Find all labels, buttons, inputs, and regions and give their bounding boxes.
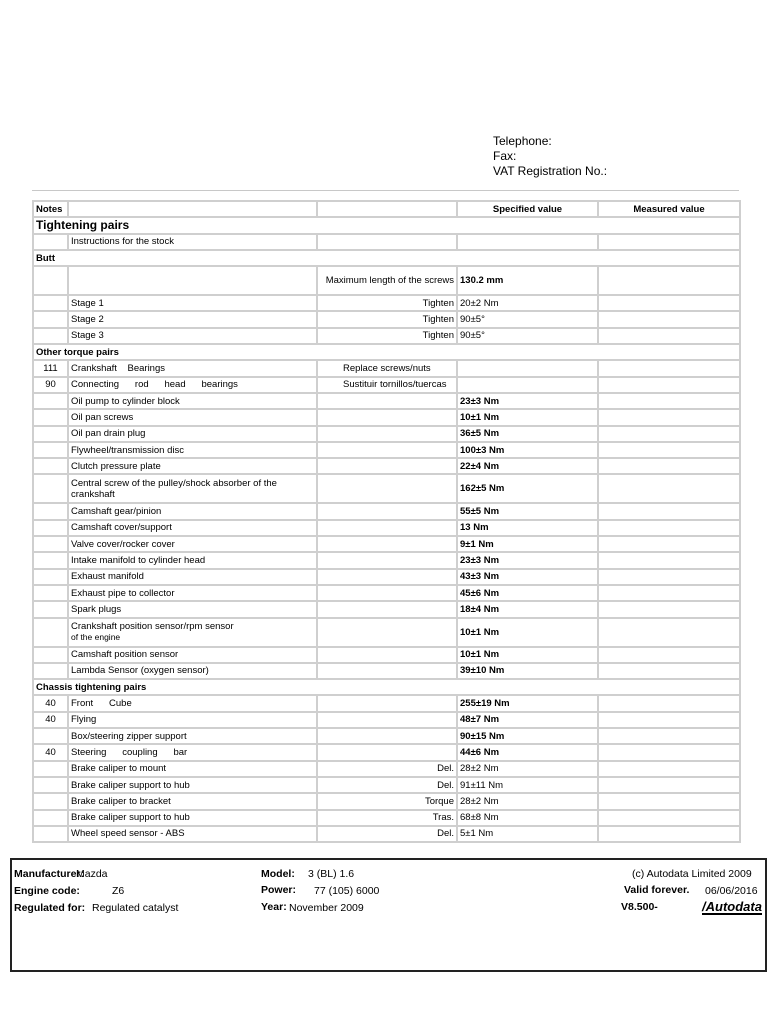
table-row — [33, 601, 740, 617]
section-butt: Butt — [33, 250, 740, 266]
manufacturer-value: Mazda — [76, 868, 108, 880]
item-value: 36±5 Nm — [457, 426, 598, 442]
table-row — [33, 826, 740, 842]
item-label: Brake caliper to mount — [68, 761, 317, 777]
table-row — [33, 328, 740, 344]
year-value: November 2009 — [289, 902, 364, 914]
manufacturer-label: Manufacturer: — [14, 868, 85, 880]
item-value: 10±1 Nm — [457, 647, 598, 663]
item-value: 91±11 Nm — [457, 777, 598, 793]
item-label: Wheel speed sensor - ABS — [68, 826, 317, 842]
item-word: rod — [134, 379, 149, 391]
stage-action: Tighten — [317, 328, 457, 344]
item-note: Torque — [317, 793, 457, 809]
item-note: Del. — [317, 761, 457, 777]
item-label: Oil pump to cylinder block — [68, 393, 317, 409]
power-label: Power: — [261, 884, 297, 896]
item-label: Lambda Sensor (oxygen sensor) — [68, 663, 317, 679]
notes-header: Notes — [33, 201, 68, 217]
year-label: Year: — [261, 901, 287, 913]
item-label: Brake caliper support to hub — [68, 810, 317, 826]
stage-value: 20±2 Nm — [457, 295, 598, 311]
item-label: Intake manifold to cylinder head — [68, 552, 317, 568]
model-label: Model: — [261, 868, 295, 880]
item-value: 23±3 Nm — [457, 552, 598, 568]
item-value: 90±15 Nm — [457, 728, 598, 744]
table-row — [33, 426, 740, 442]
engine-code-label: Engine code: — [14, 885, 80, 897]
table-row — [33, 728, 740, 744]
item-label: Spark plugs — [68, 601, 317, 617]
item-word: head — [164, 379, 186, 391]
table-row — [33, 695, 740, 711]
version-label: V8.500- — [621, 901, 658, 913]
item-label: Camshaft gear/pinion — [68, 503, 317, 519]
table-row — [33, 474, 740, 503]
contact-block — [493, 134, 607, 179]
table-header-row — [33, 201, 740, 217]
item-connecting-rod-bearings — [68, 377, 317, 393]
item-label: Oil pan screws — [68, 409, 317, 425]
item-value: 255±19 Nm — [457, 695, 598, 711]
measured-value-header: Measured value — [598, 201, 740, 217]
table-row — [33, 311, 740, 327]
table-row — [33, 552, 740, 568]
item-label: Brake caliper to bracket — [68, 793, 317, 809]
table-row — [33, 266, 740, 295]
section-row — [33, 344, 740, 360]
item-word: Connecting — [71, 379, 120, 391]
item-value: 18±4 Nm — [457, 601, 598, 617]
table-row — [33, 234, 740, 250]
table-row — [33, 503, 740, 519]
section-chassis-tightening-pairs: Chassis tightening pairs — [33, 679, 740, 695]
section-other-torque-pairs: Other torque pairs — [33, 344, 740, 360]
table-row — [33, 295, 740, 311]
item-label: Clutch pressure plate — [68, 458, 317, 474]
table-row — [33, 744, 740, 760]
item-label: Flywheel/transmission disc — [68, 442, 317, 458]
item-value: 48±7 Nm — [457, 712, 598, 728]
fax-label: Fax: — [493, 149, 517, 163]
item-value: 68±8 Nm — [457, 810, 598, 826]
item-word: coupling — [122, 746, 158, 758]
item-label: Box/steering zipper support — [68, 728, 317, 744]
item-word: Bearings — [127, 363, 165, 375]
power-value: 77 (105) 6000 — [314, 885, 380, 897]
item-note: Del. — [317, 826, 457, 842]
section-row — [33, 679, 740, 695]
section-row — [33, 217, 740, 233]
item-value: 23±3 Nm — [457, 393, 598, 409]
stage-value: 90±5° — [457, 328, 598, 344]
note-number: 40 — [33, 744, 68, 760]
regulated-for-label: Regulated for: — [14, 902, 86, 914]
stage-label: Stage 3 — [68, 328, 317, 344]
item-crankshaft-sensor — [68, 618, 317, 647]
item-note: Sustituir tornillos/tuercas — [317, 377, 457, 393]
table-row — [33, 360, 740, 376]
item-value: 9±1 Nm — [457, 536, 598, 552]
table-row — [33, 618, 740, 647]
autodata-logo: / Autodata — [702, 900, 762, 915]
table-row — [33, 777, 740, 793]
table-row — [33, 377, 740, 393]
table-row — [33, 663, 740, 679]
table-row — [33, 520, 740, 536]
note-number: 90 — [33, 377, 68, 393]
regulated-for-value: Regulated catalyst — [92, 902, 179, 914]
item-label: Flying — [68, 712, 317, 728]
item-value: 5±1 Nm — [457, 826, 598, 842]
item-note: Replace screws/nuts — [317, 360, 457, 376]
item-value: 10±1 Nm — [457, 618, 598, 647]
table-row — [33, 458, 740, 474]
table-row — [33, 761, 740, 777]
item-value: 55±5 Nm — [457, 503, 598, 519]
section-tightening-pairs: Tightening pairs — [33, 217, 740, 233]
item-label: Oil pan drain plug — [68, 426, 317, 442]
item-label: Exhaust manifold — [68, 569, 317, 585]
item-value: 43±3 Nm — [457, 569, 598, 585]
item-value: 45±6 Nm — [457, 585, 598, 601]
table-row — [33, 569, 740, 585]
torque-table — [32, 200, 741, 843]
item-label: Exhaust pipe to collector — [68, 585, 317, 601]
table-row — [33, 647, 740, 663]
telephone-label: Telephone: — [493, 134, 552, 148]
item-label: Central screw of the pulley/shock absorber of the crankshaft — [68, 474, 317, 503]
stage-label: Stage 1 — [68, 295, 317, 311]
item-value: 13 Nm — [457, 520, 598, 536]
note-number: 111 — [33, 360, 68, 376]
note-number: 40 — [33, 695, 68, 711]
max-screw-length-value: 130.2 mm — [457, 266, 598, 295]
item-value: 28±2 Nm — [457, 761, 598, 777]
item-crankshaft-bearings — [68, 360, 317, 376]
item-label-line: Crankshaft position sensor/rpm sensor — [71, 621, 234, 633]
item-value: 10±1 Nm — [457, 409, 598, 425]
item-label: Camshaft position sensor — [68, 647, 317, 663]
item-word: Cube — [109, 698, 132, 710]
header-divider — [32, 190, 739, 191]
stage-action: Tighten — [317, 311, 457, 327]
note-number: 40 — [33, 712, 68, 728]
stage-action: Tighten — [317, 295, 457, 311]
item-value: 22±4 Nm — [457, 458, 598, 474]
item-label: Valve cover/rocker cover — [68, 536, 317, 552]
max-screw-length-label: Maximum length of the screws — [317, 266, 457, 295]
item-front-cube — [68, 695, 317, 711]
model-value: 3 (BL) 1.6 — [308, 868, 355, 880]
item-label: Brake caliper support to hub — [68, 777, 317, 793]
item-word: bearings — [201, 379, 238, 391]
section-row — [33, 250, 740, 266]
item-label: Camshaft cover/support — [68, 520, 317, 536]
copyright-text: (c) Autodata Limited 2009 — [632, 868, 752, 880]
item-value: 44±6 Nm — [457, 744, 598, 760]
engine-code-value: Z6 — [112, 885, 125, 897]
vat-label: VAT Registration No.: — [493, 164, 608, 178]
table-row — [33, 585, 740, 601]
stock-instructions: Instructions for the stock — [68, 234, 317, 250]
table-row — [33, 810, 740, 826]
specified-value-header: Specified value — [457, 201, 598, 217]
item-value: 100±3 Nm — [457, 442, 598, 458]
item-value: 162±5 Nm — [457, 474, 598, 503]
item-word: Steering — [71, 746, 107, 758]
print-date: 06/06/2016 — [705, 885, 758, 897]
table-row — [33, 712, 740, 728]
item-note: Del. — [317, 777, 457, 793]
table-row — [33, 536, 740, 552]
item-note: Tras. — [317, 810, 457, 826]
item-word: bar — [173, 746, 188, 758]
item-word: Front — [71, 698, 94, 710]
item-label-line: of the engine — [71, 632, 121, 643]
stage-value: 90±5° — [457, 311, 598, 327]
stage-label: Stage 2 — [68, 311, 317, 327]
item-steering-coupling-bar — [68, 744, 317, 760]
item-value: 28±2 Nm — [457, 793, 598, 809]
table-row — [33, 793, 740, 809]
table-row — [33, 409, 740, 425]
valid-forever-label: Valid forever. — [624, 884, 690, 896]
table-row — [33, 393, 740, 409]
item-word: Crankshaft — [71, 363, 117, 375]
table-row — [33, 442, 740, 458]
item-value: 39±10 Nm — [457, 663, 598, 679]
vehicle-footer — [10, 858, 767, 972]
